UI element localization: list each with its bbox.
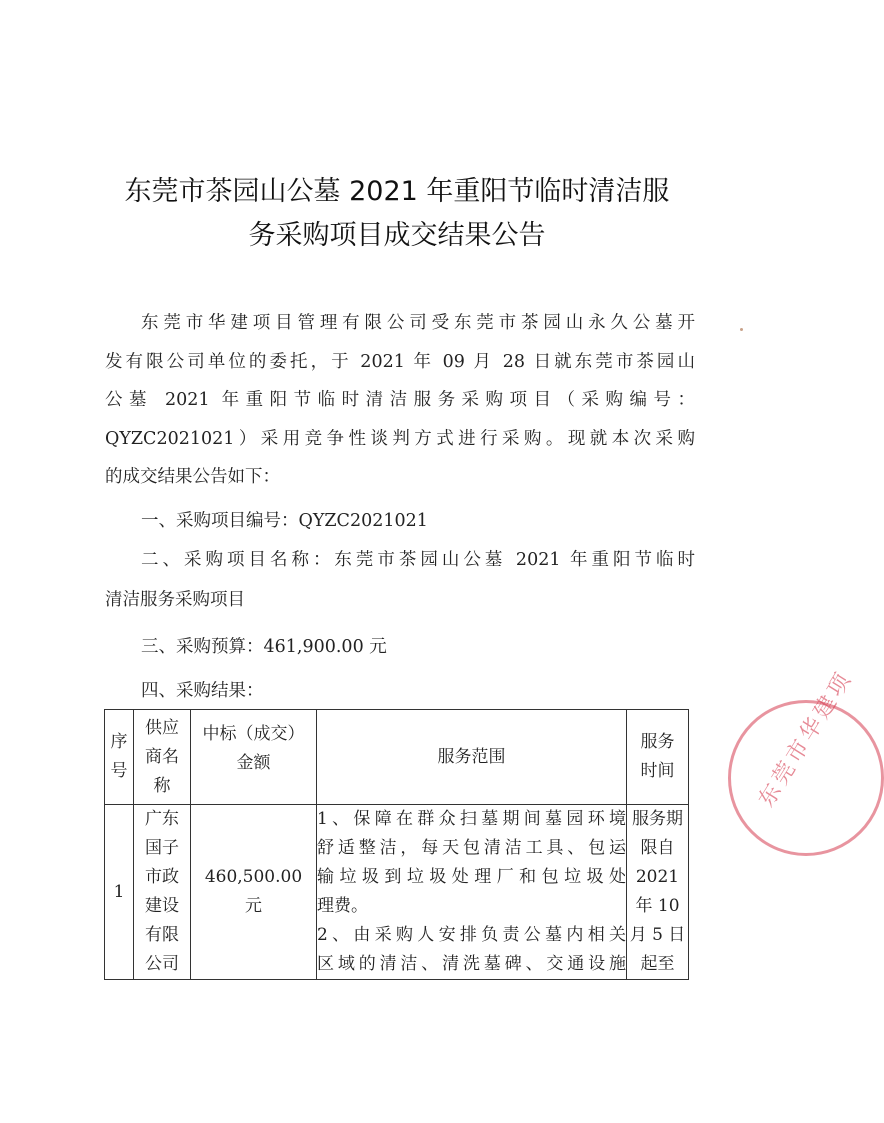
header-amount-line: 金额 [236, 753, 271, 773]
header-scope: 服务范围 [317, 710, 627, 805]
item-project-number: 一、采购项目编号：QYZC2021021 [141, 511, 428, 531]
row-no: 1 [105, 805, 134, 980]
row-scope-line: 1、保障在群众扫墓期间墓园环境 [317, 809, 626, 829]
header-no [105, 710, 134, 805]
header-no-text: 序号 [110, 732, 128, 781]
row-time-line: 限自 [640, 838, 675, 858]
row-amount-value: 460,500.00 [204, 867, 303, 887]
header-supplier-line: 称 [153, 775, 171, 796]
seal-text: 东莞市华建项 [754, 666, 858, 812]
row-scope [317, 805, 627, 980]
result-table [104, 709, 689, 980]
intro-line: 东莞市华建项目管理有限公司受东莞市茶园山永久公墓开 [141, 313, 695, 333]
row-time [627, 805, 689, 980]
title-line-2: 务采购项目成交结果公告 [248, 220, 546, 251]
row-supplier-line: 建设 [145, 896, 179, 916]
row-scope-line: 舒适整洁，每天包清洁工具、包运 [317, 838, 626, 858]
header-supplier [134, 710, 191, 805]
row-scope-line: 理费。 [317, 896, 368, 916]
row-supplier-line: 市政 [145, 867, 179, 887]
intro-line: 发有限公司单位的委托，于 2021 年 09 月 28 日就东莞市茶园山 [105, 351, 695, 372]
item-project-name [105, 541, 695, 580]
row-supplier-line: 有限 [145, 925, 179, 945]
item-result-heading: 四、采购结果： [141, 681, 264, 701]
company-seal [728, 666, 884, 856]
row-supplier-line: 公司 [145, 954, 179, 974]
row-scope-line: 输垃圾到垃圾处理厂和包垃圾处 [317, 867, 626, 887]
header-supplier-line: 商名 [145, 746, 179, 767]
row-supplier-line: 国子 [145, 838, 179, 858]
row-amount [191, 805, 317, 980]
intro-line: QYZC2021021）采用竞争性谈判方式进行采购。现就本次采购 [105, 428, 695, 449]
item-budget: 三、采购预算：461,900.00 元 [141, 637, 387, 657]
scan-speck [740, 328, 743, 331]
header-time [627, 710, 689, 805]
row-scope-line: 2、由采购人安排负责公墓内相关 [317, 925, 626, 945]
table-row [105, 805, 689, 980]
row-supplier [134, 805, 191, 980]
item-project-name-line: 二、采购项目名称：东莞市茶园山公墓 2021 年重阳节临时 [141, 550, 695, 570]
item-project-name-cont: 清洁服务采购项目 [105, 590, 245, 610]
row-time-line: 服务期 [632, 809, 683, 829]
table-header-row [105, 710, 689, 805]
document-title [60, 170, 734, 258]
row-scope-line: 区域的清洁、清洗墓碑、交通设施 [317, 954, 626, 974]
row-time-line: 起至 [640, 954, 675, 974]
intro-line: 的成交结果公告如下： [105, 467, 280, 487]
header-supplier-line: 供应 [145, 717, 179, 738]
row-time-line: 年 10 [635, 896, 680, 916]
header-amount [191, 710, 317, 805]
row-supplier-line: 广东 [145, 809, 179, 829]
row-time-line: 月 5 日 [629, 925, 686, 945]
header-time-line: 服务 [640, 732, 675, 752]
intro-line: 公墓 2021 年重阳节临时清洁服务采购项目（采购编号： [105, 390, 695, 410]
intro-paragraph [105, 304, 695, 497]
row-amount-unit: 元 [245, 896, 262, 916]
title-line-1: 东莞市茶园山公墓 2021 年重阳节临时清洁服 [124, 176, 670, 207]
row-time-line: 2021 [635, 867, 680, 887]
header-amount-line: 中标（成交） [202, 724, 305, 744]
header-time-line: 时间 [640, 761, 675, 781]
